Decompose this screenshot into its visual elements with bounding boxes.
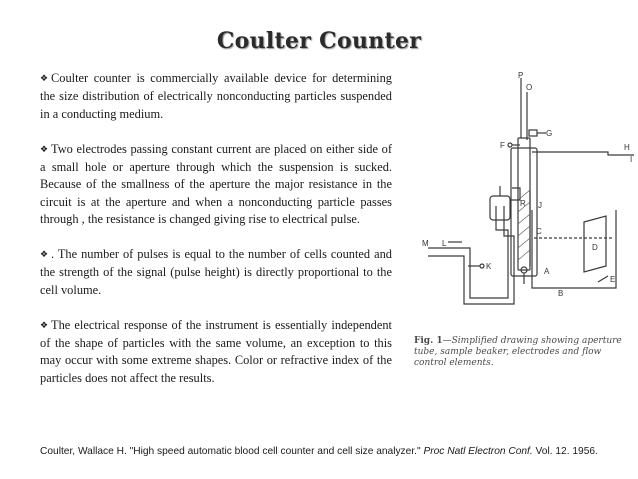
figure-caption-text: —Simplified drawing showing aperture tube, sample beaker, electrodes and flow control elements. (414, 336, 622, 368)
label-c: C (536, 227, 542, 236)
paragraph-text: . The number of pulses is equal to the number of cells counted and the strength of the signal (pulse height) is directly proportional to the cell volume. (40, 247, 392, 297)
paragraph-4 (40, 317, 392, 388)
citation-prefix: Coulter, Wallace H. "High speed automatic blood cell counter and cell size analyzer." (40, 446, 424, 457)
label-m: M (422, 239, 429, 248)
diamond-bullet-icon: ❖ (40, 144, 49, 155)
citation (40, 446, 620, 457)
label-e: E (610, 275, 616, 284)
paragraph-text: Coulter counter is commercially available device for determining the size distribution of electrically nonconducting particles suspended in a conducting medium. (40, 71, 392, 121)
stopcock-g (529, 130, 537, 136)
diamond-bullet-icon: ❖ (40, 74, 49, 84)
figure-caption-label: Fig. 1 (414, 336, 443, 346)
u-tube-inner (428, 206, 514, 304)
body-text (40, 70, 392, 405)
sample-beaker (532, 210, 616, 288)
label-i: I (630, 155, 633, 164)
aperture-tube (511, 148, 537, 276)
paragraph-text: The electrical response of the instrument is essentially independent of the shape of particles with the same volume, an exception to this may occur with some extreme shapes. Color or refractive index of the particles does not affect the results. (40, 317, 392, 385)
figure-caption (414, 336, 634, 369)
label-p: P (518, 71, 524, 80)
label-d: D (592, 243, 598, 252)
label-g: G (546, 129, 553, 138)
paragraph-3 (40, 246, 392, 299)
label-l: L (442, 239, 447, 248)
paragraph-2 (40, 141, 392, 229)
slide-title: Coulter Counter (216, 28, 422, 54)
label-a: A (544, 267, 550, 276)
label-k: K (486, 262, 492, 271)
label-o: O (526, 83, 533, 92)
label-j: J (538, 201, 542, 210)
lead-h-i (532, 152, 634, 155)
label-h: H (624, 143, 630, 152)
label-b: B (558, 289, 564, 298)
diamond-bullet-icon: ❖ (40, 250, 49, 261)
label-r: R (520, 199, 526, 208)
diamond-bullet-icon: ❖ (40, 320, 49, 331)
citation-journal: Proc Natl Electron Conf. (423, 446, 533, 457)
reservoir-r (490, 196, 510, 220)
paragraph-text: Two electrodes passing constant current are placed on either side of a small hole or aperture through which the suspension is sucked. Because of the smallness of the aperture the major resistance in the circuit is at the aperture and when a nonconducting particle passes through , the resistance is changed giving rise to electrical pulse. (40, 141, 392, 227)
citation-suffix: Vol. 12. 1956. (532, 446, 598, 457)
label-f: F (500, 141, 505, 150)
coulter-apparatus-diagram (408, 70, 638, 312)
paragraph-1 (40, 70, 392, 123)
